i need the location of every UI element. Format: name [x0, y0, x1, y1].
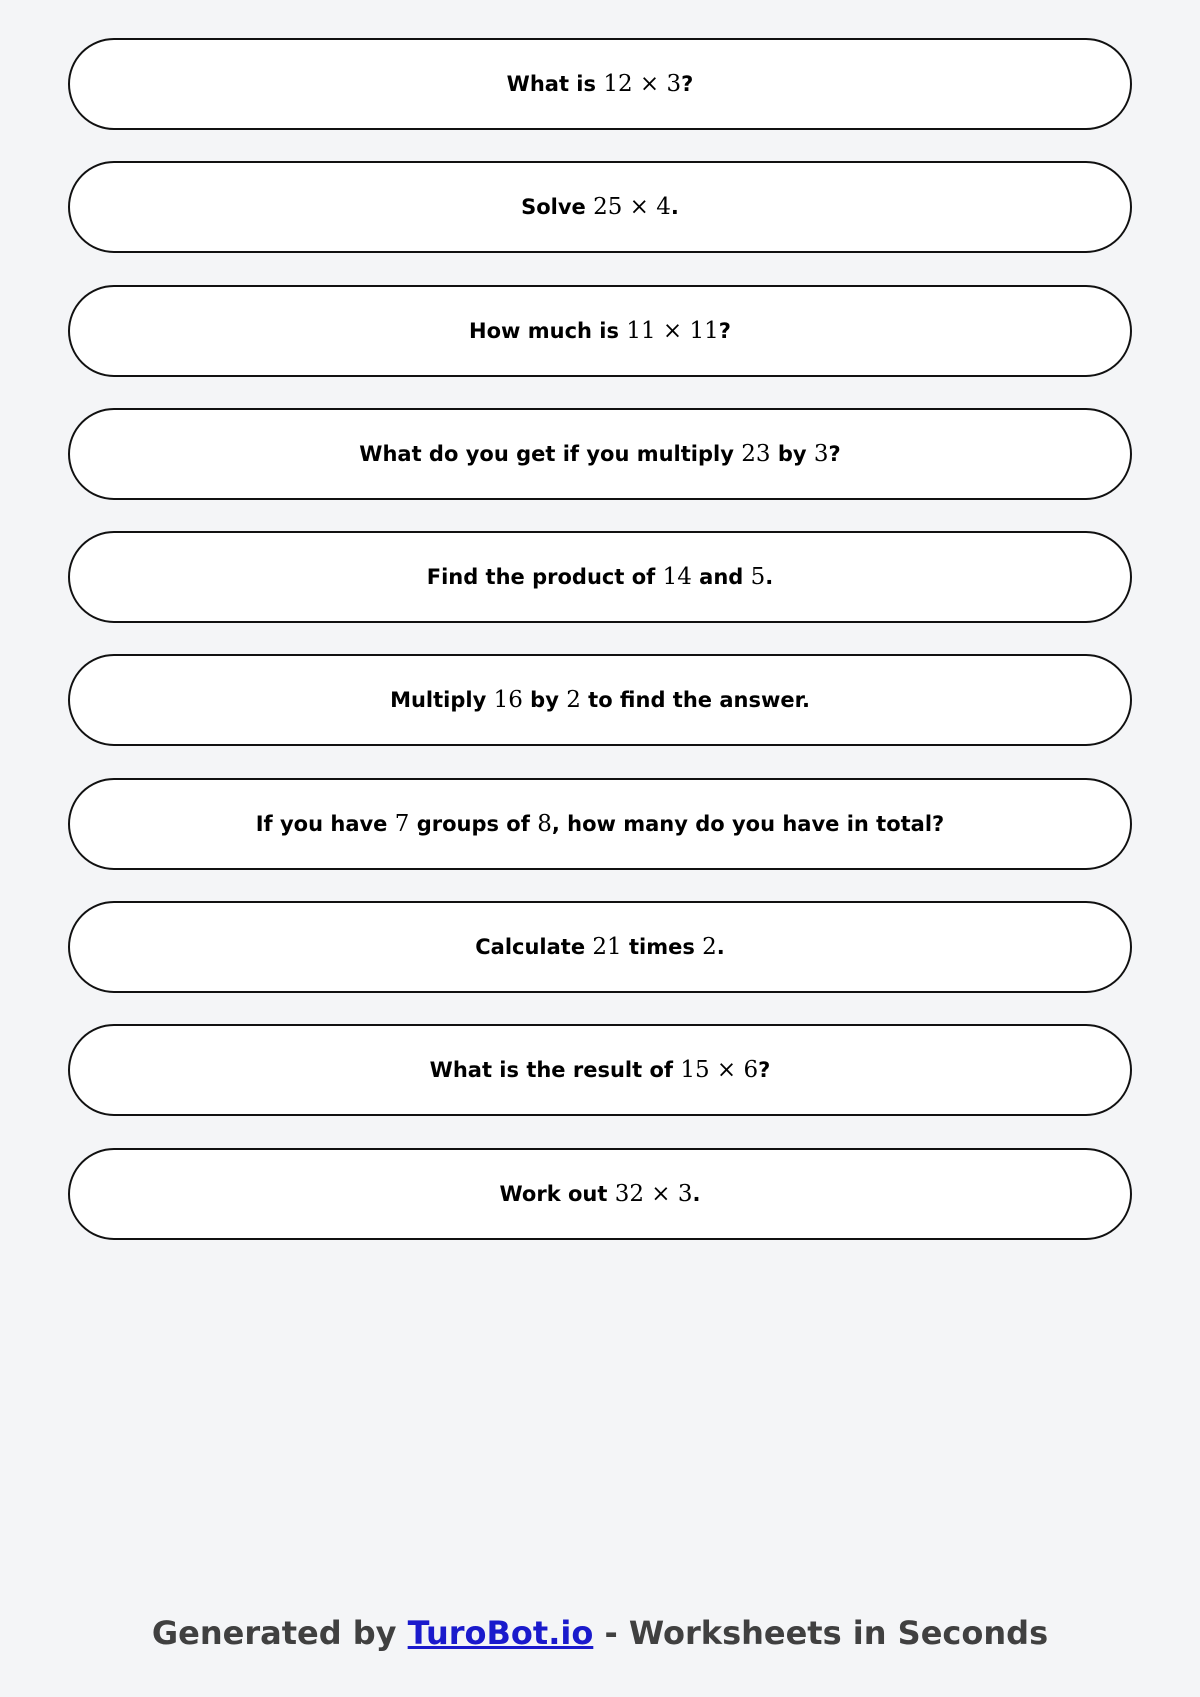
question-middle: groups of: [409, 811, 538, 836]
footer: [0, 1614, 1200, 1652]
turobot-link[interactable]: TuroBot.io: [407, 1614, 594, 1652]
question-card-5: [68, 531, 1132, 623]
question-text: [359, 441, 840, 467]
math-expression: 25 × 4: [593, 194, 671, 221]
question-text: [469, 318, 731, 344]
question-text: [390, 687, 810, 713]
question-card-6: [68, 654, 1132, 746]
question-suffix: , how many do you have in total?: [551, 811, 945, 836]
question-text: [500, 1181, 701, 1207]
question-prefix: What is: [506, 72, 604, 96]
question-card-10: [68, 1148, 1132, 1240]
question-card-2: [68, 161, 1132, 253]
question-text: [507, 71, 694, 97]
question-prefix: How much is: [469, 318, 627, 343]
math-expression: 15 × 6: [680, 1057, 759, 1084]
math-expression-2: 2: [702, 934, 717, 961]
question-list: [68, 38, 1132, 1271]
question-card-3: [68, 285, 1132, 377]
question-prefix: Work out: [499, 1181, 615, 1206]
footer-suffix: - Worksheets in Seconds: [593, 1614, 1049, 1652]
question-text: [427, 564, 774, 590]
question-prefix: Calculate: [475, 935, 593, 960]
math-expression: 21: [592, 934, 622, 961]
math-expression: 7: [394, 810, 410, 837]
question-suffix: ?: [718, 318, 731, 343]
question-prefix: Multiply: [390, 688, 494, 713]
question-card-4: [68, 408, 1132, 500]
question-text: [430, 1057, 771, 1083]
question-suffix: ?: [828, 441, 841, 466]
math-expression-2: 5: [750, 564, 766, 591]
question-card-1: [68, 38, 1132, 130]
footer-prefix: Generated by: [151, 1614, 408, 1652]
question-prefix: Find the product of: [426, 565, 663, 590]
question-prefix: Solve: [521, 195, 594, 220]
question-middle: and: [691, 565, 751, 590]
math-expression-2: 3: [813, 440, 829, 467]
math-expression: 14: [662, 564, 692, 591]
question-text: [256, 811, 945, 837]
question-suffix: .: [692, 1181, 701, 1206]
question-suffix: ?: [681, 72, 694, 96]
question-prefix: If you have: [255, 811, 395, 836]
question-card-8: [68, 901, 1132, 993]
question-text: [475, 934, 725, 960]
question-prefix: What do you get if you multiply: [359, 441, 742, 466]
question-text: [521, 194, 679, 220]
math-expression-2: 8: [537, 810, 552, 837]
question-suffix: to find the answer.: [580, 688, 810, 713]
question-suffix: .: [670, 195, 679, 220]
math-expression: 16: [493, 687, 523, 714]
question-suffix: .: [716, 935, 725, 960]
question-card-7: [68, 778, 1132, 870]
question-middle: by: [522, 688, 567, 713]
question-middle: by: [770, 441, 814, 466]
question-prefix: What is the result of: [429, 1058, 681, 1083]
math-expression: 11 × 11: [626, 317, 719, 344]
math-expression: 12 × 3: [603, 71, 682, 97]
math-expression: 23: [741, 440, 771, 467]
question-suffix: .: [765, 565, 774, 590]
question-middle: times: [621, 935, 703, 960]
math-expression: 32 × 3: [614, 1180, 693, 1207]
math-expression-2: 2: [566, 687, 581, 714]
question-suffix: ?: [758, 1058, 771, 1083]
question-card-9: [68, 1024, 1132, 1116]
